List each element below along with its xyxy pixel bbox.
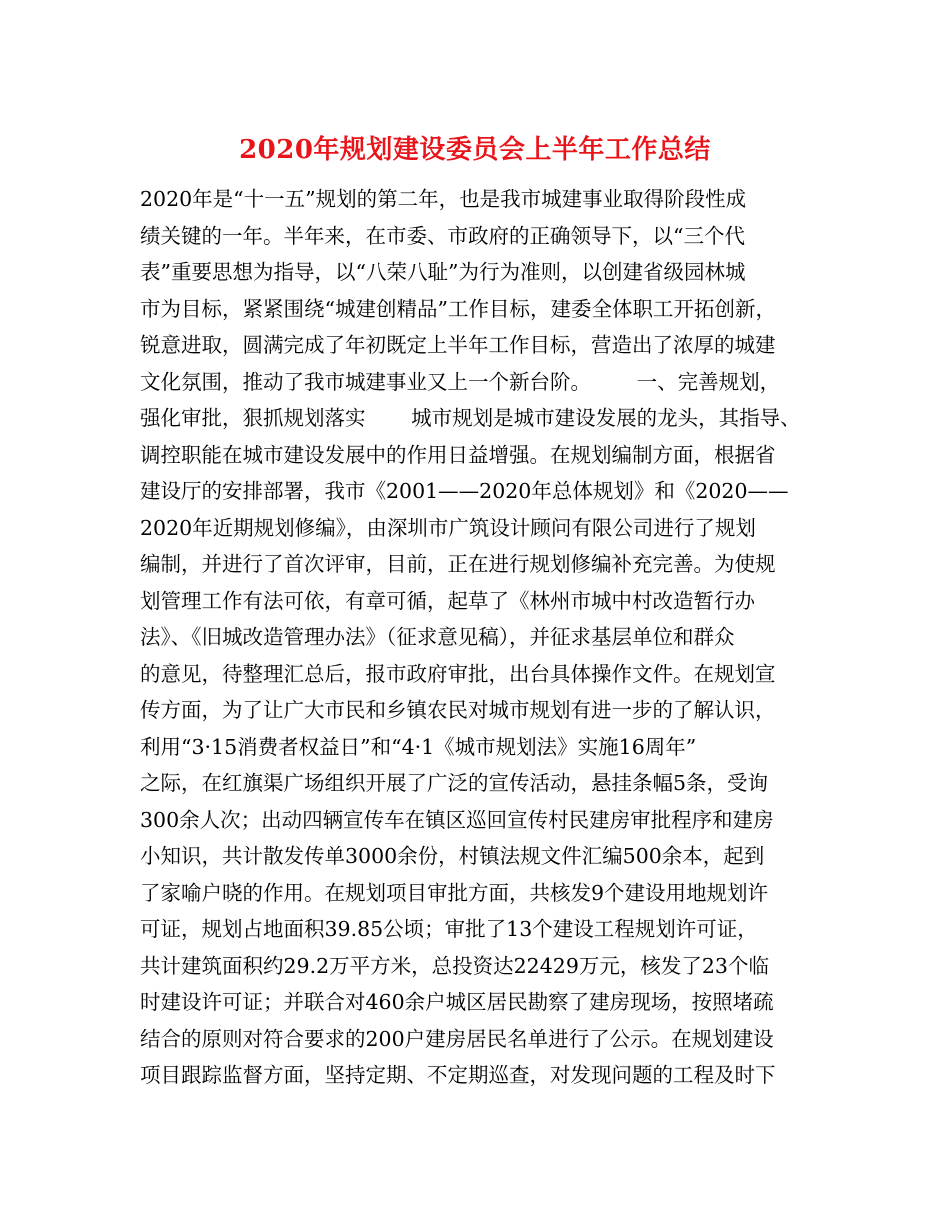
body-line: 强化审批，狠抓规划落实 城市规划是城市建设发展的龙头，其指导、 (140, 406, 801, 430)
body-line: 300余人次；出动四辆宣传车在镇区巡回宣传村民建房审批程序和建房 (140, 807, 774, 832)
body-line: 编制，并进行了首次评审，目前，正在进行规划修编补充完善。为使规 (140, 552, 776, 576)
document-body (140, 181, 830, 1094)
body-line: 结合的原则对符合要求的200户建房居民名单进行了公示。在规划建设 (140, 1026, 774, 1051)
body-line: 2020年是“十一五”规划的第二年，也是我市城建事业取得阶段性成 (140, 187, 747, 211)
body-line: 划管理工作有法可依，有章可循，起草了《林州市城中村改造暂行办 (140, 588, 755, 613)
body-line: 传方面，为了让广大市民和乡镇农民对城市规划有进一步的了解认识， (140, 698, 776, 722)
body-line: 共计建筑面积约29.2万平方米，总投资达22429万元，核发了23个临 (140, 953, 769, 978)
body-line: 法》、《旧城改造管理办法》（征求意见稿），并征求基层单位和群众 (140, 625, 735, 649)
body-line: 之际，在红旗渠广场组织开展了广泛的宣传活动，悬挂条幅5条，受询 (140, 771, 769, 795)
body-line: 表”重要思想为指导，以“八荣八耻”为行为准则，以创建省级园林城 (140, 260, 746, 284)
body-line: 绩关键的一年。半年来，在市委、市政府的正确领导下，以“三个代 (140, 223, 745, 248)
body-line: 锐意进取，圆满完成了年初既定上半年工作目标，营造出了浓厚的城建 (140, 333, 776, 357)
body-line: 2020年近期规划修编》，由深圳市广筑设计顾问有限公司进行了规划 (140, 515, 756, 540)
document-title: 2020年规划建设委员会上半年工作总结 (239, 135, 711, 165)
body-line: 小知识，共计散发传单3000余份，村镇法规文件汇编500余本，起到 (140, 844, 765, 868)
body-line: 调控职能在城市建设发展中的作用日益增强。在规划编制方面，根据省 (140, 442, 776, 467)
body-line: 利用“3·15消费者权益日”和“4·1《城市规划法》实施16周年” (140, 734, 697, 759)
body-line: 项目跟踪监督方面，坚持定期、不定期巡查，对发现问题的工程及时下 (140, 1063, 776, 1087)
body-line: 文化氛围，推动了我市城建事业又上一个新台阶。 一、完善规划， (140, 369, 781, 394)
body-line: 的意见，待整理汇总后，报市政府审批，出台具体操作文件。在规划宣 (140, 661, 776, 686)
body-line: 可证，规划占地面积39.85公顷；审批了13个建设工程规划许可证， (140, 917, 758, 941)
body-line: 建设厅的安排部署，我市《2001——2020年总体规划》和《2020—— (140, 479, 789, 503)
body-line: 了家喻户晓的作用。在规划项目审批方面，共核发9个建设用地规划许 (140, 880, 769, 905)
body-line: 时建设许可证；并联合对460余户城区居民勘察了建房现场，按照堵疏 (140, 990, 774, 1014)
body-line: 市为目标，紧紧围绕“城建创精品”工作目标，建委全体职工开拓创新， (140, 296, 776, 321)
